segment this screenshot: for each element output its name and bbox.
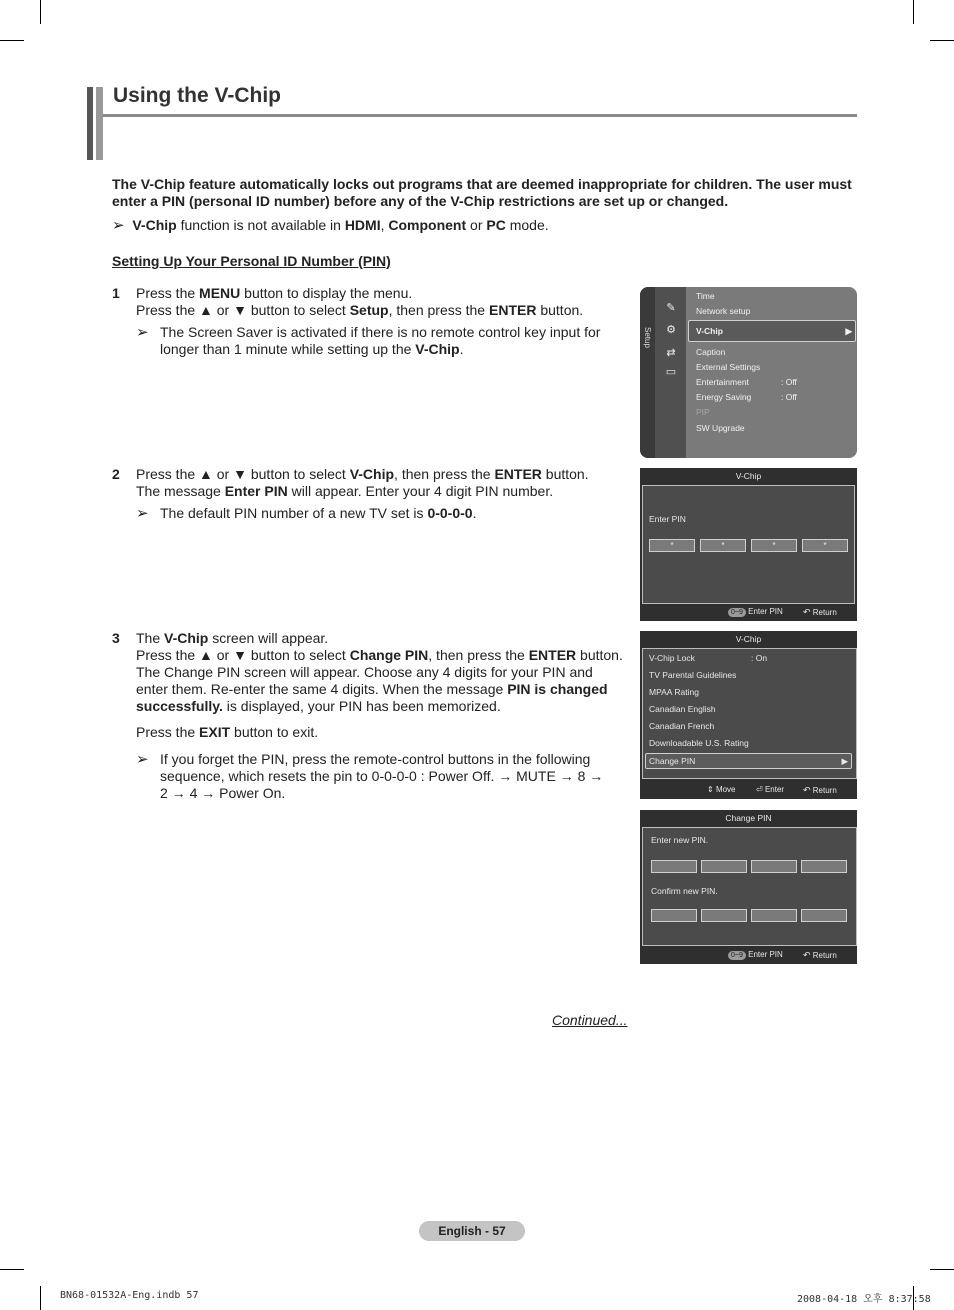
step-number: 2 bbox=[112, 466, 120, 482]
crop-mark bbox=[930, 1269, 954, 1270]
vchip-item-downloadable[interactable]: Downloadable U.S. Rating bbox=[649, 738, 749, 748]
note-text: PC bbox=[486, 217, 506, 233]
pin-digit-box[interactable]: * bbox=[802, 539, 848, 552]
return-icon: ↶ bbox=[803, 607, 811, 617]
note-text: , bbox=[380, 217, 389, 233]
number-key-icon: 0~9 bbox=[728, 951, 746, 960]
note-hdmi bbox=[112, 217, 549, 234]
footer-enter-label: Enter PIN bbox=[748, 607, 783, 616]
menu-item-entertainment[interactable]: Entertainment : Off bbox=[696, 377, 797, 387]
section-heading: Setting Up Your Personal ID Number (PIN) bbox=[112, 253, 391, 269]
note-text: V-Chip bbox=[132, 217, 177, 233]
vchip-item-canadian-english[interactable]: Canadian English bbox=[649, 704, 716, 714]
note-text: HDMI bbox=[344, 217, 381, 233]
step-number: 1 bbox=[112, 285, 120, 301]
menu-item-energy-saving[interactable]: Energy Saving : Off bbox=[696, 392, 797, 402]
chevron-right-icon: ▶ bbox=[841, 756, 848, 766]
note-arrow-icon: ➢ bbox=[136, 324, 149, 341]
crop-mark bbox=[930, 40, 954, 41]
screen-header: V-Chip bbox=[735, 471, 762, 481]
menu-item-time[interactable]: Time bbox=[696, 291, 715, 301]
menu-item-external-settings[interactable]: External Settings bbox=[696, 362, 761, 372]
new-pin-box[interactable] bbox=[651, 860, 697, 873]
screen-header: V-Chip bbox=[735, 634, 762, 644]
title-accent-bar bbox=[87, 87, 93, 160]
page-title: Using the V-Chip bbox=[113, 84, 281, 107]
note-arrow-icon: ➢ bbox=[136, 751, 149, 768]
menu-item-network-setup[interactable]: Network setup bbox=[696, 306, 751, 316]
step-2-note: ➢ The default PIN number of a new TV set is 0-0-0-0. bbox=[136, 505, 477, 522]
enter-pin-screen bbox=[640, 468, 857, 621]
application-icon[interactable]: ▭ bbox=[665, 366, 677, 378]
vchip-item-lock[interactable]: V-Chip Lock : On bbox=[649, 653, 768, 663]
number-key-icon: 0~9 bbox=[728, 608, 746, 617]
move-icon: ⇕ bbox=[707, 785, 714, 794]
new-pin-box[interactable] bbox=[751, 860, 797, 873]
screen-header: Change PIN bbox=[725, 813, 772, 823]
vchip-screen bbox=[640, 631, 857, 799]
step-1-text: Press the MENU button to display the menu. Press the ▲ or ▼ button to select Setup, then press the ENTER button. bbox=[136, 285, 584, 318]
return-icon: ↶ bbox=[803, 785, 811, 795]
vchip-item-canadian-french[interactable]: Canadian French bbox=[649, 721, 715, 731]
crop-mark bbox=[40, 0, 41, 24]
footer-timestamp: 2008-04-18 오후 8:37:58 bbox=[797, 1294, 931, 1305]
menu-item-sw-upgrade[interactable]: SW Upgrade bbox=[696, 423, 745, 433]
confirm-pin-box[interactable] bbox=[701, 909, 747, 922]
chevron-right-icon: ▶ bbox=[845, 326, 852, 336]
title-underline bbox=[103, 114, 857, 117]
crop-mark bbox=[40, 1286, 41, 1310]
change-pin-screen bbox=[640, 810, 857, 964]
confirm-pin-box[interactable] bbox=[651, 909, 697, 922]
footer-return-label: Return bbox=[812, 608, 837, 617]
new-pin-box[interactable] bbox=[701, 860, 747, 873]
enter-new-pin-label: Enter new PIN. bbox=[651, 835, 709, 845]
step-1-note: ➢ The Screen Saver is activated if there is no remote control key input for longer than 1 minute while setting up the V-Chip. bbox=[136, 324, 601, 357]
input-icon[interactable]: ⇄ bbox=[666, 347, 676, 359]
footer-enter-label: Enter PIN bbox=[748, 950, 783, 959]
step-3-note: ➢ If you forget the PIN, press the remote-control buttons in the following sequence, which resets the pin to 0-0-0-0 : Power Off. → MUTE → 8 → 2 → 4 → Power On. bbox=[136, 751, 604, 801]
change-pin-item[interactable]: Change PIN ▶ bbox=[645, 753, 852, 769]
pin-digit-box[interactable]: * bbox=[700, 539, 746, 552]
note-text: function is not available in bbox=[176, 217, 345, 233]
footer-return-label: Return bbox=[812, 951, 837, 960]
step-2-text: Press the ▲ or ▼ button to select V-Chip, then press the ENTER button. The message Enter PIN will appear. Enter your 4 digit PIN number. bbox=[136, 466, 589, 499]
enter-icon: ⏎ bbox=[756, 785, 763, 794]
confirm-pin-box[interactable] bbox=[751, 909, 797, 922]
footer-return-label: Return bbox=[812, 786, 837, 795]
setup-menu-screen bbox=[640, 287, 857, 458]
crop-mark bbox=[913, 0, 914, 24]
new-pin-box[interactable] bbox=[801, 860, 847, 873]
footer-move-label: Move bbox=[715, 785, 736, 794]
pin-digit-box[interactable]: * bbox=[649, 539, 695, 552]
title-accent-bar bbox=[96, 87, 103, 160]
confirm-pin-label: Confirm new PIN. bbox=[651, 886, 718, 896]
step-3-text: The V-Chip screen will appear. Press the ▲ or ▼ button to select Change PIN, then press the ENTER button. The Change PIN screen will appear. Choose any 4 digits for your PIN and enter them. Re-enter the same 4 digits. When the message PIN is changed successfully. is displayed, your PIN has been memorized. Press the EXIT button to exit. bbox=[136, 630, 623, 740]
menu-item-pip: PIP bbox=[696, 407, 710, 417]
crop-mark bbox=[0, 40, 24, 41]
vchip-item-tv-parental[interactable]: TV Parental Guidelines bbox=[649, 670, 737, 680]
gear-icon[interactable]: ⚙ bbox=[666, 324, 676, 336]
footer-file-info: BN68-01532A-Eng.indb 57 bbox=[60, 1290, 199, 1301]
note-text: or bbox=[466, 217, 487, 233]
menu-item-caption[interactable]: Caption bbox=[696, 347, 726, 357]
page-number: English - 57 bbox=[419, 1221, 525, 1241]
return-icon: ↶ bbox=[803, 950, 811, 960]
pin-digit-box[interactable]: * bbox=[751, 539, 797, 552]
note-text: Component bbox=[388, 217, 467, 233]
vchip-item-mpaa[interactable]: MPAA Rating bbox=[649, 687, 699, 697]
note-text: mode. bbox=[505, 217, 549, 233]
footer-enter-label: Enter bbox=[764, 785, 785, 794]
continued-label: Continued... bbox=[552, 1012, 628, 1028]
confirm-pin-box[interactable] bbox=[801, 909, 847, 922]
crop-mark bbox=[0, 1269, 24, 1270]
note-arrow-icon: ➢ bbox=[136, 505, 149, 522]
menu-item-vchip[interactable]: V-Chip ▶ bbox=[696, 326, 852, 336]
step-number: 3 bbox=[112, 630, 120, 646]
enter-pin-label: Enter PIN bbox=[649, 514, 686, 524]
picture-icon[interactable]: ✎ bbox=[666, 302, 676, 314]
setup-side-label: Setup bbox=[643, 327, 652, 348]
note-arrow-icon: ➢ bbox=[112, 217, 125, 234]
intro-paragraph: The V-Chip feature automatically locks out programs that are deemed inappropriate for children. The user must enter a PIN (personal ID number) before any of the V-Chip restrictions are set up or changed. bbox=[112, 176, 852, 209]
